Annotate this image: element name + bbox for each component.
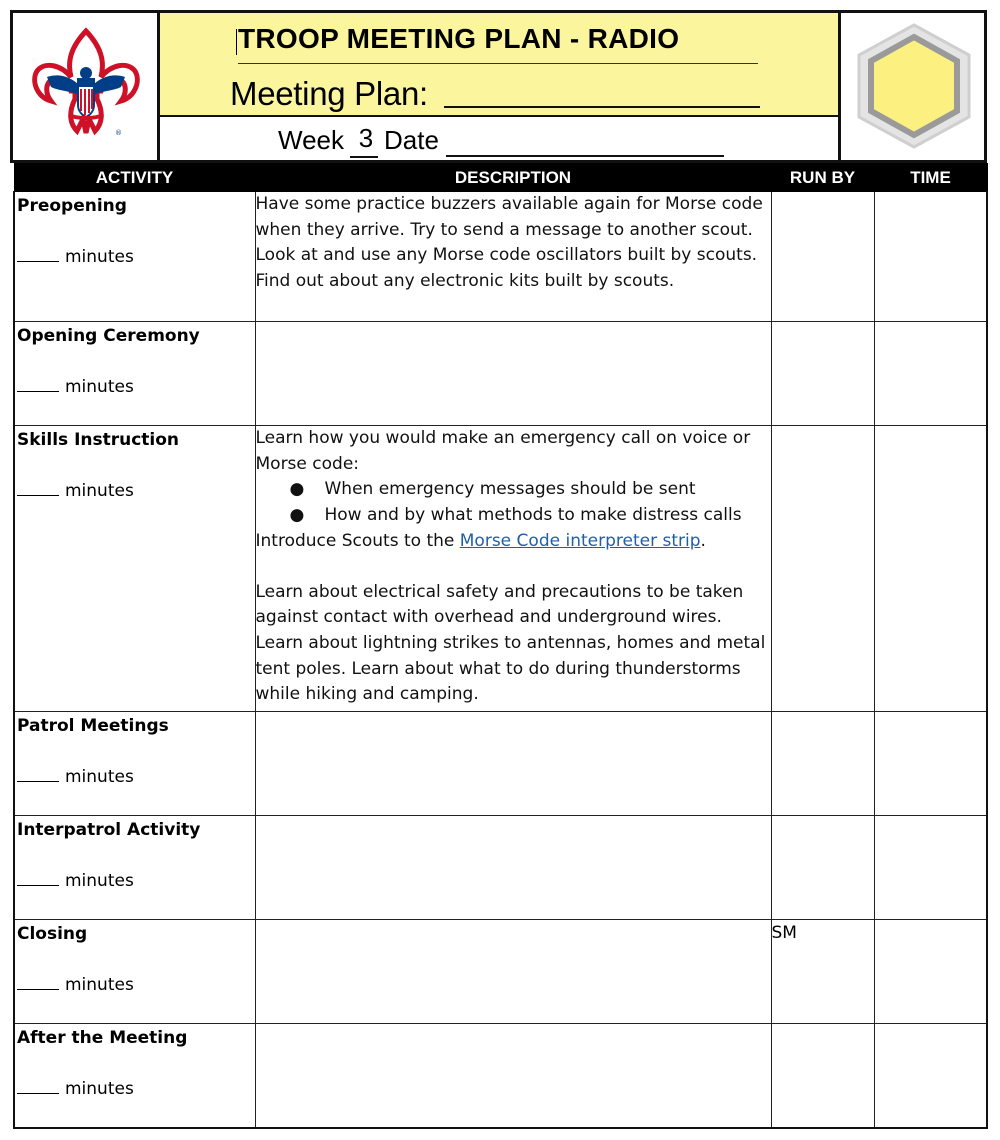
table-row	[14, 1024, 987, 1128]
time-cell[interactable]	[874, 712, 987, 816]
run-by-cell[interactable]	[771, 192, 874, 322]
meeting-plan-table	[13, 163, 988, 1129]
list-item-text: When emergency messages should be sent	[324, 479, 696, 500]
minutes-blank[interactable]	[17, 867, 59, 886]
minutes-blank[interactable]	[17, 373, 59, 392]
minutes-field[interactable]	[15, 1075, 255, 1102]
time-cell[interactable]	[874, 816, 987, 920]
link-suffix: .	[700, 530, 706, 551]
date-field[interactable]	[446, 155, 724, 157]
minutes-blank[interactable]	[17, 763, 59, 782]
week-date-row	[160, 117, 838, 160]
activity-cell	[14, 322, 255, 426]
minutes-field[interactable]	[15, 477, 255, 504]
time-cell[interactable]	[874, 322, 987, 426]
activity-cell	[14, 192, 255, 322]
minutes-label: minutes	[65, 871, 134, 891]
run-by-cell[interactable]: SM	[771, 920, 874, 1024]
bullet-list	[256, 477, 771, 528]
week-number[interactable]: 3	[358, 123, 374, 153]
list-item	[256, 503, 771, 529]
link-prefix: Introduce Scouts to the	[255, 530, 460, 551]
hexagon-badge-icon	[851, 21, 977, 151]
table-row	[14, 192, 987, 322]
time-cell[interactable]	[874, 192, 987, 322]
table-row	[14, 712, 987, 816]
activity-cell	[14, 816, 255, 920]
column-header-run-by: RUN BY	[771, 164, 874, 192]
description-cell[interactable]	[255, 1024, 771, 1128]
minutes-blank[interactable]	[17, 477, 59, 496]
minutes-label: minutes	[65, 377, 134, 397]
minutes-blank[interactable]	[17, 243, 59, 262]
bsa-logo-icon	[31, 27, 141, 139]
description-cell[interactable]	[255, 920, 771, 1024]
list-item	[256, 477, 771, 503]
morse-code-strip-link[interactable]: Morse Code interpreter strip	[459, 530, 701, 551]
minutes-field[interactable]	[15, 867, 255, 894]
description-cell[interactable]	[255, 816, 771, 920]
minutes-label: minutes	[65, 1079, 134, 1099]
run-by-cell[interactable]	[771, 816, 874, 920]
text-cursor	[236, 29, 237, 55]
minutes-field[interactable]	[15, 373, 255, 400]
bullet-icon: ●	[289, 505, 305, 526]
table-row	[14, 426, 987, 712]
date-label: Date	[384, 125, 439, 155]
activity-name: Interpatrol Activity	[17, 820, 201, 840]
column-header-description: DESCRIPTION	[255, 164, 771, 192]
description-intro: Learn how you would make an emergency call on voice or Morse code:	[255, 428, 751, 474]
description-cell[interactable]	[255, 712, 771, 816]
activity-name: Patrol Meetings	[17, 716, 169, 736]
time-cell[interactable]	[874, 1024, 987, 1128]
minutes-label: minutes	[65, 247, 134, 267]
minutes-blank[interactable]	[17, 971, 59, 990]
description-text: Have some practice buzzers available again for Morse code when they arrive. Try to send a message to another scout. Look at and use any Morse code oscillators built by scouts. Find out about any electronic kits built by scouts.	[255, 194, 763, 292]
minutes-field[interactable]	[15, 243, 255, 270]
table-header-row	[14, 164, 987, 192]
activity-name: Preopening	[17, 196, 127, 216]
activity-cell	[14, 426, 255, 712]
title-underline	[238, 63, 758, 64]
minutes-field[interactable]	[15, 971, 255, 998]
activity-cell	[14, 920, 255, 1024]
activity-name: Closing	[17, 924, 88, 944]
run-by-cell[interactable]	[771, 712, 874, 816]
svg-text:®: ®	[115, 129, 122, 137]
minutes-label: minutes	[65, 767, 134, 787]
column-header-activity: ACTIVITY	[14, 164, 255, 192]
minutes-label: minutes	[65, 481, 134, 501]
minutes-label: minutes	[65, 975, 134, 995]
column-header-time: TIME	[874, 164, 987, 192]
minutes-blank[interactable]	[17, 1075, 59, 1094]
week-number-underline	[350, 156, 378, 158]
table-row	[14, 322, 987, 426]
table-row	[14, 920, 987, 1024]
description-paragraph: Learn about electrical safety and precautions to be taken against contact with overhead and underground wires. Learn about lightning strikes to antennas, homes and metal tent poles. Learn about what to do during thunderstorms while hiking and camping.	[255, 581, 766, 705]
description-cell	[255, 426, 771, 712]
title-band	[160, 13, 838, 117]
meeting-plan-label: Meeting Plan:	[230, 75, 428, 112]
meeting-plan-blank[interactable]	[444, 106, 760, 108]
activity-name: Opening Ceremony	[17, 326, 200, 346]
badge-cell	[838, 13, 984, 160]
minutes-field[interactable]	[15, 763, 255, 790]
description-cell	[255, 192, 771, 322]
link-line	[256, 529, 771, 555]
bullet-icon: ●	[289, 479, 305, 500]
list-item-text: How and by what methods to make distress calls	[324, 505, 742, 526]
table-row	[14, 816, 987, 920]
time-cell[interactable]	[874, 426, 987, 712]
activity-name: Skills Instruction	[17, 430, 180, 450]
activity-name: After the Meeting	[17, 1028, 188, 1048]
run-by-cell[interactable]	[771, 322, 874, 426]
page-title: TROOP MEETING PLAN - RADIO	[238, 23, 680, 54]
description-cell[interactable]	[255, 322, 771, 426]
week-label: Week	[278, 125, 344, 155]
activity-cell	[14, 712, 255, 816]
header	[10, 10, 987, 163]
run-by-cell[interactable]	[771, 426, 874, 712]
activity-cell	[14, 1024, 255, 1128]
logo-cell	[13, 13, 160, 160]
spacer	[256, 555, 771, 580]
time-cell[interactable]	[874, 920, 987, 1024]
run-by-cell[interactable]	[771, 1024, 874, 1128]
